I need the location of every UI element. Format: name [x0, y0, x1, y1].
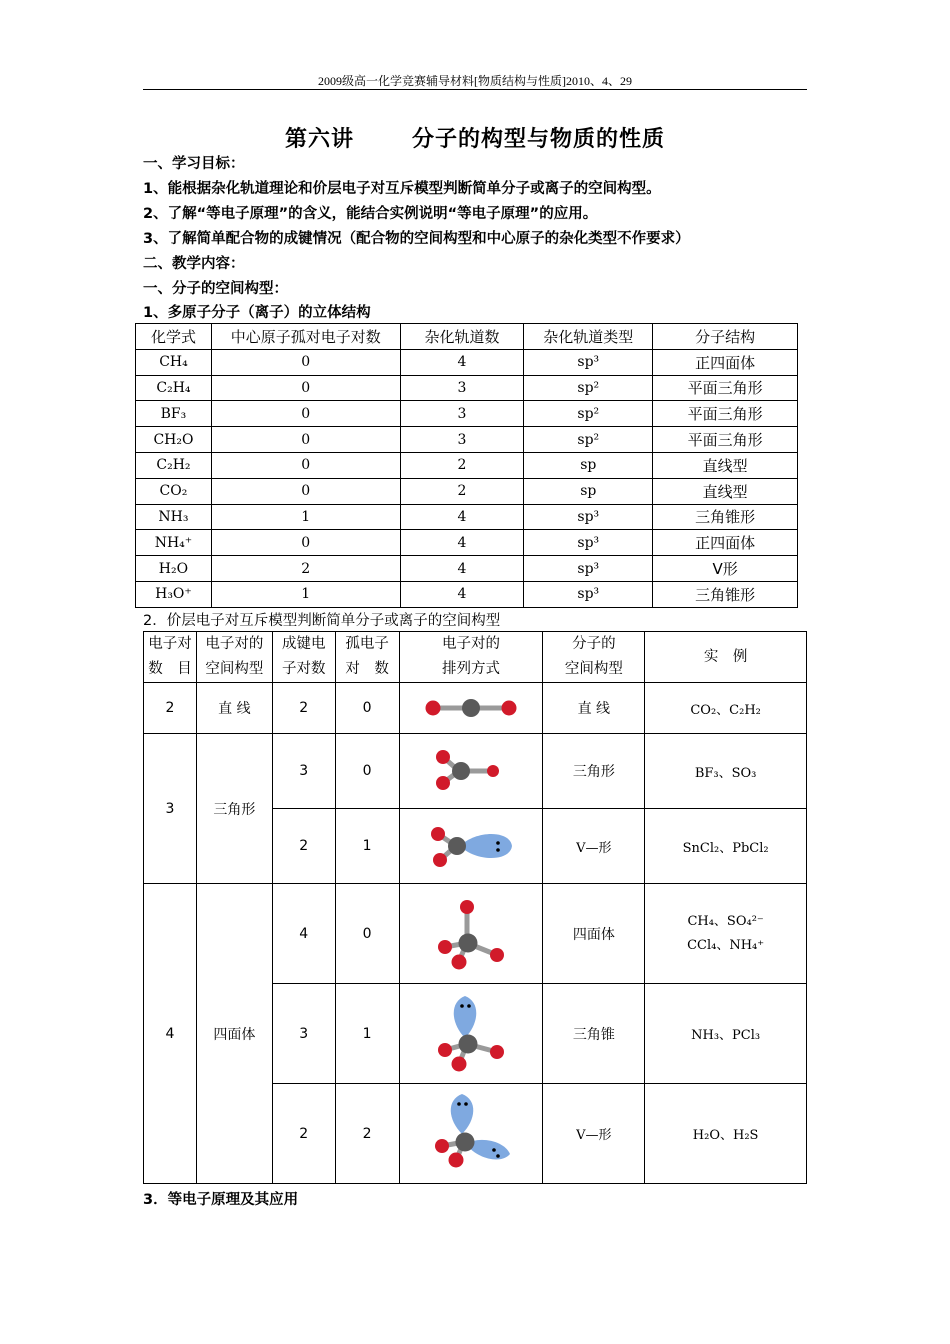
example: CO₂、C₂H₂: [645, 683, 807, 734]
molecular-shape: V—形: [543, 809, 645, 884]
header-divider: [143, 89, 807, 90]
header-cell: 电子对 数 目: [144, 632, 197, 683]
lone-pair-cell: 0: [211, 427, 400, 453]
objective-3: 3、了解简单配合物的成键情况（配合物的空间构型和中心原子的杂化类型不作要求）: [143, 231, 690, 247]
header-cell: 中心原子孤对电子对数: [211, 324, 400, 350]
header-cell: 电子对的 空间构型: [196, 632, 272, 683]
formula-cell: CH₂O: [136, 427, 212, 453]
table-row: [136, 401, 798, 427]
hybrid-type-cell: sp²: [524, 375, 653, 401]
heading-vsepr: 2．价层电子对互斥模型判断简单分子或离子的空间构型: [143, 613, 501, 629]
molecular-shape: 三角锥: [543, 984, 645, 1084]
molecular-shape: 三角形: [543, 734, 645, 809]
header-cell: 孤电子 对 数: [335, 632, 399, 683]
formula-cell: CO₂: [136, 478, 212, 504]
title-lecture: 第六讲: [284, 127, 354, 152]
linear-model-icon: [399, 683, 543, 734]
orbital-count-cell: 4: [400, 530, 524, 556]
example: BF₃、SO₃: [645, 734, 807, 809]
structure-cell: 平面三角形: [653, 375, 798, 401]
header-cell: 电子对的 排列方式: [399, 632, 543, 683]
header-cell: 分子结构: [653, 324, 798, 350]
table-row: [136, 375, 798, 401]
structure-cell: 直线型: [653, 478, 798, 504]
table-row: [136, 556, 798, 582]
table-header-row: [136, 324, 798, 350]
example: CH₄、SO₄²⁻ CCl₄、NH₄⁺: [645, 884, 807, 984]
pair-geometry: 三角形: [196, 734, 272, 884]
table-row: [136, 530, 798, 556]
vsepr-table: [143, 631, 807, 1184]
bent-trigonal-model-icon: [399, 809, 543, 884]
heading-polyatomic: 1、多原子分子（离子）的立体结构: [143, 305, 371, 321]
heading-molecular-shape: 一、分子的空间构型：: [143, 281, 288, 297]
formula-cell: H₂O: [136, 556, 212, 582]
lone-pair-cell: 0: [211, 375, 400, 401]
orbital-count-cell: 3: [400, 375, 524, 401]
lone-pair-cell: 0: [211, 478, 400, 504]
formula-cell: C₂H₄: [136, 375, 212, 401]
table-row: [144, 884, 807, 984]
structure-cell: 正四面体: [653, 349, 798, 375]
formula-cell: BF₃: [136, 401, 212, 427]
example: H₂O、H₂S: [645, 1084, 807, 1184]
formula-cell: H₃O⁺: [136, 581, 212, 607]
hybrid-type-cell: sp³: [524, 349, 653, 375]
orbital-count-cell: 4: [400, 504, 524, 530]
bonding-pairs: 3: [272, 734, 335, 809]
hybridization-table: [135, 323, 798, 608]
hybrid-type-cell: sp³: [524, 504, 653, 530]
pair-geometry: 直 线: [196, 683, 272, 734]
table-row: [136, 478, 798, 504]
pair-geometry: 四面体: [196, 884, 272, 1184]
structure-cell: 三角锥形: [653, 504, 798, 530]
header-cell: 实 例: [645, 632, 807, 683]
hybrid-type-cell: sp: [524, 452, 653, 478]
heading-isoelectronic: 3．等电子原理及其应用: [143, 1192, 299, 1208]
bonding-pairs: 2: [272, 1084, 335, 1184]
orbital-count-cell: 2: [400, 478, 524, 504]
heading-objectives: 一、学习目标：: [143, 156, 245, 172]
objective-2: 2、了解“等电子原理”的含义，能结合实例说明“等电子原理”的应用。: [143, 206, 598, 222]
bonding-pairs: 4: [272, 884, 335, 984]
hybrid-type-cell: sp³: [524, 530, 653, 556]
trigonal-planar-model-icon: [399, 734, 543, 809]
orbital-count-cell: 2: [400, 452, 524, 478]
example: NH₃、PCl₃: [645, 984, 807, 1084]
formula-cell: NH₃: [136, 504, 212, 530]
pair-count: 4: [144, 884, 197, 1184]
lone-pairs: 0: [335, 884, 399, 984]
table-row: [136, 504, 798, 530]
bonding-pairs: 3: [272, 984, 335, 1084]
header-cell: 杂化轨道类型: [524, 324, 653, 350]
pair-count: 2: [144, 683, 197, 734]
lone-pairs: 0: [335, 683, 399, 734]
header-cell: 分子的 空间构型: [543, 632, 645, 683]
heading-content: 二、教学内容：: [143, 256, 245, 272]
formula-cell: C₂H₂: [136, 452, 212, 478]
pair-count: 3: [144, 734, 197, 884]
page-header: 2009级高一化学竞赛辅导材料[物质结构与性质]2010、4、29: [318, 74, 632, 88]
header-cell: 成键电 子对数: [272, 632, 335, 683]
objective-1: 1、能根据杂化轨道理论和价层电子对互斥模型判断简单分子或离子的空间构型。: [143, 181, 661, 197]
header-cell: 化学式: [136, 324, 212, 350]
table-row: [144, 734, 807, 809]
orbital-count-cell: 4: [400, 349, 524, 375]
orbital-count-cell: 4: [400, 581, 524, 607]
structure-cell: 正四面体: [653, 530, 798, 556]
page-title: [143, 122, 807, 153]
table-row: [136, 581, 798, 607]
lone-pairs: 0: [335, 734, 399, 809]
table-row: [136, 452, 798, 478]
lone-pair-cell: 1: [211, 504, 400, 530]
orbital-count-cell: 3: [400, 427, 524, 453]
example: SnCl₂、PbCl₂: [645, 809, 807, 884]
hybrid-type-cell: sp²: [524, 401, 653, 427]
structure-cell: V形: [653, 556, 798, 582]
header-cell: 杂化轨道数: [400, 324, 524, 350]
molecular-shape: 直 线: [543, 683, 645, 734]
lone-pairs: 2: [335, 1084, 399, 1184]
table-row: [136, 349, 798, 375]
table-header-row: [144, 632, 807, 683]
structure-cell: 直线型: [653, 452, 798, 478]
orbital-count-cell: 4: [400, 556, 524, 582]
structure-cell: 平面三角形: [653, 427, 798, 453]
lone-pair-cell: 2: [211, 556, 400, 582]
title-topic: 分子的构型与物质的性质: [412, 127, 666, 152]
lone-pair-cell: 0: [211, 401, 400, 427]
molecular-shape: 四面体: [543, 884, 645, 984]
hybrid-type-cell: sp³: [524, 581, 653, 607]
lone-pairs: 1: [335, 984, 399, 1084]
lone-pair-cell: 0: [211, 452, 400, 478]
lone-pair-cell: 0: [211, 349, 400, 375]
molecular-shape: V—形: [543, 1084, 645, 1184]
lone-pairs: 1: [335, 809, 399, 884]
hybrid-type-cell: sp³: [524, 556, 653, 582]
orbital-count-cell: 3: [400, 401, 524, 427]
table-row: [144, 683, 807, 734]
trigonal-pyramidal-model-icon: [399, 984, 543, 1084]
structure-cell: 平面三角形: [653, 401, 798, 427]
lone-pair-cell: 0: [211, 530, 400, 556]
formula-cell: NH₄⁺: [136, 530, 212, 556]
bonding-pairs: 2: [272, 809, 335, 884]
lone-pair-cell: 1: [211, 581, 400, 607]
bent-tetrahedral-model-icon: [399, 1084, 543, 1184]
hybrid-type-cell: sp: [524, 478, 653, 504]
hybrid-type-cell: sp²: [524, 427, 653, 453]
structure-cell: 三角锥形: [653, 581, 798, 607]
bonding-pairs: 2: [272, 683, 335, 734]
table-row: [136, 427, 798, 453]
tetrahedral-model-icon: [399, 884, 543, 984]
formula-cell: CH₄: [136, 349, 212, 375]
